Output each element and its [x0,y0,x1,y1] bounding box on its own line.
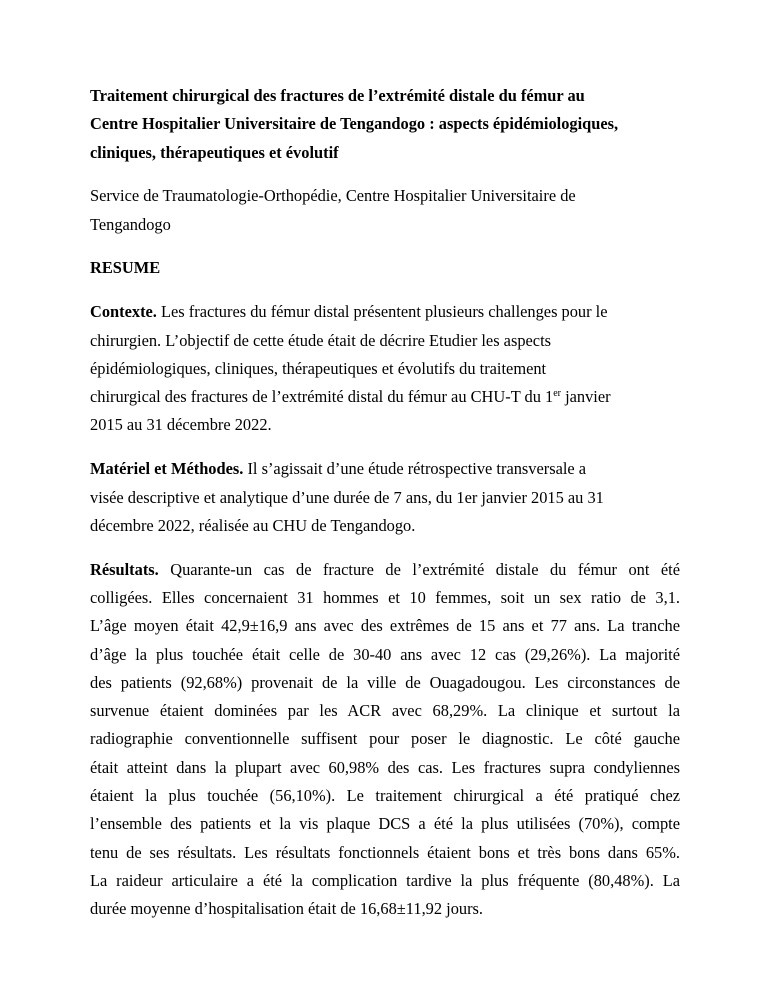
text: Quarante-un cas de fracture de l’extrémité distale du fémur ont été [158,559,680,579]
text-line: visée descriptive et analytique d’une durée de 7 ans, du 1er janvier 2015 au 31 [90,487,604,507]
resultats-label: Résultats. [90,559,159,579]
text-line: épidémiologiques, cliniques, thérapeutiques et évolutifs du traitement [90,358,547,378]
text-line: l’ensemble des patients et la vis plaque DCS a été la plus utilisées (70%), compte [90,814,680,834]
text-line: radiographie conventionnelle suffisent pour poser le diagnostic. Le côté gauche [90,729,680,749]
superscript: er [553,388,561,400]
resume-heading [90,254,680,282]
text: chirurgical des fractures de l’extrémité distal du fémur au CHU-T du 1 [90,387,554,407]
text-line: durée moyenne d’hospitalisation était de 16,68±11,92 jours. [90,899,484,919]
contexte-label: Contexte. [90,302,157,322]
methodes-paragraph [90,455,680,540]
text-line: survenue étaient dominées par les ACR avec 68,29%. La clinique et surtout la [90,701,680,721]
resultats-paragraph [90,556,680,924]
resume-heading-text: RESUME [90,258,161,278]
text-line: tenu de ses résultats. Les résultats fonctionnels étaient bons et très bons dans 65%. [90,842,680,862]
methodes-label: Matériel et Méthodes. [90,459,244,479]
text-line: décembre 2022, réalisée au CHU de Tengandogo. [90,515,416,535]
affiliation [90,182,680,239]
text: janvier [560,387,611,407]
text-line: des patients (92,68%) provenait de la ville de Ouagadougou. Les circonstances de [90,672,680,692]
article-title [90,82,680,167]
text: Il s’agissait d’une étude rétrospective transversale a [243,459,587,479]
contexte-paragraph [90,298,680,439]
affiliation-line: Tengandogo [90,214,171,234]
affiliation-line: Service de Traumatologie-Orthopédie, Centre Hospitalier Universitaire de [90,186,576,206]
text-line: colligées. Elles concernaient 31 hommes et 10 femmes, soit un sex ratio de 3,1. [90,587,680,607]
text-line: chirurgien. L’objectif de cette étude était de décrire Etudier les aspects [90,330,552,350]
text-line: étaient la plus touchée (56,10%). Le traitement chirurgical a été pratiqué chez [90,786,680,806]
text-line: La raideur articulaire a été la complication tardive la plus fréquente (80,48%). La [90,870,680,890]
text-line: était atteint dans la plupart avec 60,98% des cas. Les fractures supra condyliennes [90,757,680,777]
text-line: 2015 au 31 décembre 2022. [90,415,272,435]
title-line: cliniques, thérapeutiques et évolutif [90,142,339,162]
title-line: Traitement chirurgical des fractures de l’extrémité distale du fémur au [90,86,585,105]
title-line: Centre Hospitalier Universitaire de Tengandogo : aspects épidémiologiques, [90,114,619,134]
text: Les fractures du fémur distal présentent plusieurs challenges pour le [156,302,608,322]
text-line: d’âge la plus touchée était celle de 30-40 ans avec 12 cas (29,26%). La majorité [90,644,680,664]
text-line: L’âge moyen était 42,9±16,9 ans avec des extrêmes de 15 ans et 77 ans. La tranche [90,616,680,636]
